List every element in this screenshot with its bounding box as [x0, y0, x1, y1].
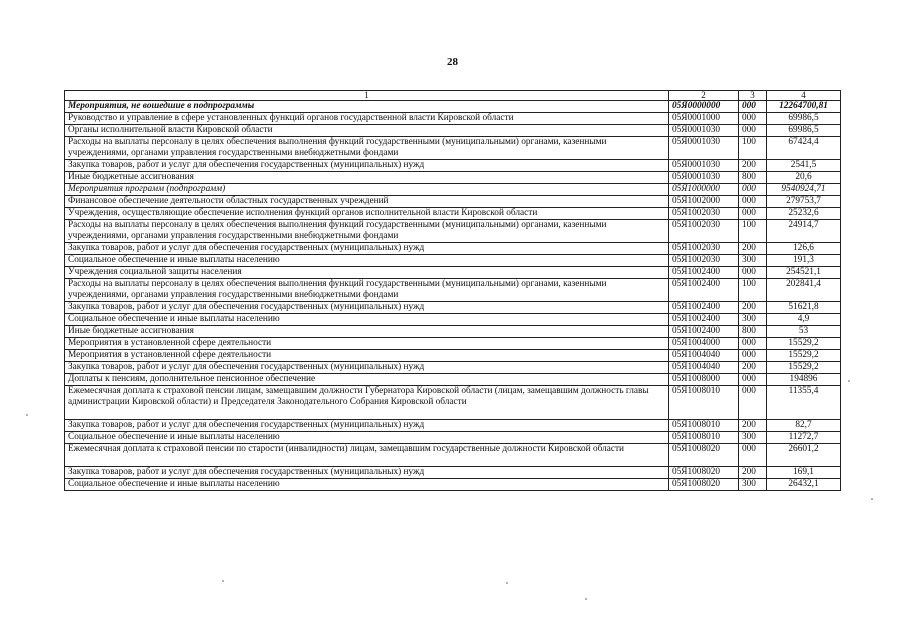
- table-row: [65, 326, 841, 338]
- table-body: [65, 91, 841, 491]
- row-sum-cell: 2541,5: [767, 160, 841, 172]
- row-expense-type-cell: 300: [739, 314, 767, 326]
- row-code-cell: 05Я1002030: [669, 208, 739, 220]
- scan-speck: [222, 580, 224, 582]
- row-name-cell: Социальное обеспечение и иные выплаты населению: [65, 314, 669, 326]
- row-name-cell: Расходы на выплаты персоналу в целях обеспечения выполнения функций государственными (муниципальными) органами, казенными учреждениями, органами управления государственными внебюджетными фондами: [65, 220, 669, 243]
- scan-speck: [26, 414, 28, 416]
- table-row: [65, 160, 841, 172]
- row-expense-type-cell: 000: [739, 113, 767, 125]
- row-sum-cell: 69986,5: [767, 125, 841, 137]
- table-row: [65, 196, 841, 208]
- table-row: [65, 172, 841, 184]
- table-row: [65, 432, 841, 444]
- row-sum-cell: 126,6: [767, 243, 841, 255]
- table-row: [65, 467, 841, 479]
- row-expense-type-cell: 200: [739, 467, 767, 479]
- row-code-cell: 05Я1008020: [669, 467, 739, 479]
- row-sum-cell: 12264700,81: [767, 101, 841, 113]
- row-expense-type-cell: 000: [739, 208, 767, 220]
- row-sum-cell: 51621,8: [767, 302, 841, 314]
- row-code-cell: 05Я0001030: [669, 125, 739, 137]
- row-code-cell: 05Я0001030: [669, 172, 739, 184]
- row-sum-cell: 202841,4: [767, 279, 841, 302]
- row-sum-cell: 26601,2: [767, 444, 841, 467]
- table-row: [65, 243, 841, 255]
- table-row: [65, 444, 841, 467]
- row-name-cell: Ежемесячная доплата к страховой пенсии по старости (инвалидности) лицам, замещавшим государственные должности Кировской области: [65, 444, 669, 467]
- header-col-1: 1: [65, 91, 669, 101]
- row-expense-type-cell: 200: [739, 302, 767, 314]
- row-expense-type-cell: 000: [739, 184, 767, 196]
- row-name-cell: Мероприятия в установленной сфере деятельности: [65, 338, 669, 350]
- row-code-cell: 05Я1002030: [669, 255, 739, 267]
- row-code-cell: 05Я0000000: [669, 101, 739, 113]
- row-sum-cell: 26432,1: [767, 479, 841, 491]
- table-row: [65, 386, 841, 420]
- scan-speck: [871, 498, 873, 500]
- table-row: [65, 113, 841, 125]
- row-expense-type-cell: 000: [739, 350, 767, 362]
- row-expense-type-cell: 000: [739, 125, 767, 137]
- table-row: [65, 137, 841, 160]
- table-row: [65, 125, 841, 137]
- row-sum-cell: 9540924,71: [767, 184, 841, 196]
- row-name-cell: Иные бюджетные ассигнования: [65, 326, 669, 338]
- row-name-cell: Финансовое обеспечение деятельности областных государственных учреждений: [65, 196, 669, 208]
- row-name-cell: Мероприятия, не вошедшие в подпрограммы: [65, 101, 669, 113]
- row-expense-type-cell: 300: [739, 255, 767, 267]
- row-code-cell: 05Я1002400: [669, 267, 739, 279]
- row-code-cell: 05Я1008020: [669, 479, 739, 491]
- table-row: [65, 184, 841, 196]
- row-sum-cell: 69986,5: [767, 113, 841, 125]
- table-row: [65, 374, 841, 386]
- row-sum-cell: 24914,7: [767, 220, 841, 243]
- row-name-cell: Расходы на выплаты персоналу в целях обеспечения выполнения функций государственными (муниципальными) органами, казенными учреждениями, органами управления государственными внебюджетными фондами: [65, 137, 669, 160]
- table-row: [65, 420, 841, 432]
- row-expense-type-cell: 300: [739, 479, 767, 491]
- table-row: [65, 314, 841, 326]
- header-col-4: 4: [767, 91, 841, 101]
- row-name-cell: Закупка товаров, работ и услуг для обеспечения государственных (муниципальных) нужд: [65, 420, 669, 432]
- row-code-cell: 05Я1004000: [669, 338, 739, 350]
- row-name-cell: Социальное обеспечение и иные выплаты населению: [65, 479, 669, 491]
- row-code-cell: 05Я1008020: [669, 444, 739, 467]
- row-code-cell: 05Я1002000: [669, 196, 739, 208]
- row-expense-type-cell: 300: [739, 432, 767, 444]
- row-name-cell: Мероприятия в установленной сфере деятельности: [65, 350, 669, 362]
- scan-speck: [506, 582, 508, 584]
- row-expense-type-cell: 000: [739, 196, 767, 208]
- row-sum-cell: 82,7: [767, 420, 841, 432]
- row-code-cell: 05Я1002030: [669, 220, 739, 243]
- row-name-cell: Социальное обеспечение и иные выплаты населению: [65, 255, 669, 267]
- header-col-3: 3: [739, 91, 767, 101]
- table-row: [65, 208, 841, 220]
- table-row: [65, 101, 841, 113]
- row-sum-cell: 25232,6: [767, 208, 841, 220]
- row-code-cell: 05Я1008010: [669, 420, 739, 432]
- row-code-cell: 05Я0001000: [669, 113, 739, 125]
- row-name-cell: Доплаты к пенсиям, дополнительное пенсионное обеспечение: [65, 374, 669, 386]
- row-code-cell: 05Я1002400: [669, 279, 739, 302]
- row-sum-cell: 15529,2: [767, 338, 841, 350]
- row-expense-type-cell: 000: [739, 374, 767, 386]
- table-row: [65, 279, 841, 302]
- row-expense-type-cell: 000: [739, 338, 767, 350]
- row-name-cell: Закупка товаров, работ и услуг для обеспечения государственных (муниципальных) нужд: [65, 243, 669, 255]
- row-code-cell: 05Я1002400: [669, 326, 739, 338]
- row-name-cell: Закупка товаров, работ и услуг для обеспечения государственных (муниципальных) нужд: [65, 302, 669, 314]
- row-sum-cell: 254521,1: [767, 267, 841, 279]
- table-row: [65, 479, 841, 491]
- row-name-cell: Руководство и управление в сфере установленных функций органов государственной власти Кировской области: [65, 113, 669, 125]
- scan-speck: [848, 380, 850, 382]
- row-name-cell: Органы исполнительной власти Кировской области: [65, 125, 669, 137]
- table-row: [65, 220, 841, 243]
- row-expense-type-cell: 800: [739, 326, 767, 338]
- row-sum-cell: 11272,7: [767, 432, 841, 444]
- row-name-cell: Иные бюджетные ассигнования: [65, 172, 669, 184]
- row-code-cell: 05Я0001030: [669, 160, 739, 172]
- row-sum-cell: 15529,2: [767, 362, 841, 374]
- row-code-cell: 05Я1008010: [669, 432, 739, 444]
- header-col-2: 2: [669, 91, 739, 101]
- table-row: [65, 302, 841, 314]
- row-name-cell: Социальное обеспечение и иные выплаты населению: [65, 432, 669, 444]
- row-sum-cell: 279753,7: [767, 196, 841, 208]
- row-sum-cell: 15529,2: [767, 350, 841, 362]
- table-header-row: [65, 91, 841, 101]
- row-name-cell: Закупка товаров, работ и услуг для обеспечения государственных (муниципальных) нужд: [65, 467, 669, 479]
- row-sum-cell: 53: [767, 326, 841, 338]
- table-row: [65, 255, 841, 267]
- row-code-cell: 05Я1008000: [669, 374, 739, 386]
- row-code-cell: 05Я1002030: [669, 243, 739, 255]
- row-expense-type-cell: 000: [739, 267, 767, 279]
- row-expense-type-cell: 200: [739, 420, 767, 432]
- row-expense-type-cell: 000: [739, 101, 767, 113]
- row-expense-type-cell: 100: [739, 279, 767, 302]
- row-expense-type-cell: 100: [739, 137, 767, 160]
- row-sum-cell: 11355,4: [767, 386, 841, 420]
- row-expense-type-cell: 100: [739, 220, 767, 243]
- row-sum-cell: 194896: [767, 374, 841, 386]
- row-code-cell: 05Я1000000: [669, 184, 739, 196]
- table-row: [65, 350, 841, 362]
- table-row: [65, 338, 841, 350]
- row-expense-type-cell: 200: [739, 160, 767, 172]
- row-expense-type-cell: 200: [739, 243, 767, 255]
- row-sum-cell: 20,6: [767, 172, 841, 184]
- row-code-cell: 05Я1002400: [669, 314, 739, 326]
- row-sum-cell: 169,1: [767, 467, 841, 479]
- row-name-cell: Учреждения, осуществляющие обеспечение исполнения функций органов исполнительной власти Кировской области: [65, 208, 669, 220]
- row-name-cell: Учреждения социальной защиты населения: [65, 267, 669, 279]
- page-number: 28: [447, 56, 458, 68]
- scan-speck: [585, 598, 587, 600]
- row-code-cell: 05Я1004040: [669, 362, 739, 374]
- row-expense-type-cell: 000: [739, 386, 767, 420]
- row-sum-cell: 191,3: [767, 255, 841, 267]
- row-name-cell: Закупка товаров, работ и услуг для обеспечения государственных (муниципальных) нужд: [65, 160, 669, 172]
- budget-table: [64, 90, 841, 491]
- row-expense-type-cell: 000: [739, 444, 767, 467]
- table-row: [65, 267, 841, 279]
- row-code-cell: 05Я0001030: [669, 137, 739, 160]
- row-name-cell: Расходы на выплаты персоналу в целях обеспечения выполнения функций государственными (муниципальными) органами, казенными учреждениями, органами управления государственными внебюджетными фондами: [65, 279, 669, 302]
- row-name-cell: Мероприятия программ (подпрограмм): [65, 184, 669, 196]
- table-row: [65, 362, 841, 374]
- row-sum-cell: 67424,4: [767, 137, 841, 160]
- row-expense-type-cell: 800: [739, 172, 767, 184]
- row-code-cell: 05Я1008010: [669, 386, 739, 420]
- row-sum-cell: 4,9: [767, 314, 841, 326]
- row-expense-type-cell: 200: [739, 362, 767, 374]
- row-name-cell: Ежемесячная доплата к страховой пенсии лицам, замещавшим должности Губернатора Кировской области (лицам, замещавшим должность главы администрации Кировской области) и Председателя Законодательного Собрания Кировской области: [65, 386, 669, 420]
- row-name-cell: Закупка товаров, работ и услуг для обеспечения государственных (муниципальных) нужд: [65, 362, 669, 374]
- row-code-cell: 05Я1004040: [669, 350, 739, 362]
- row-code-cell: 05Я1002400: [669, 302, 739, 314]
